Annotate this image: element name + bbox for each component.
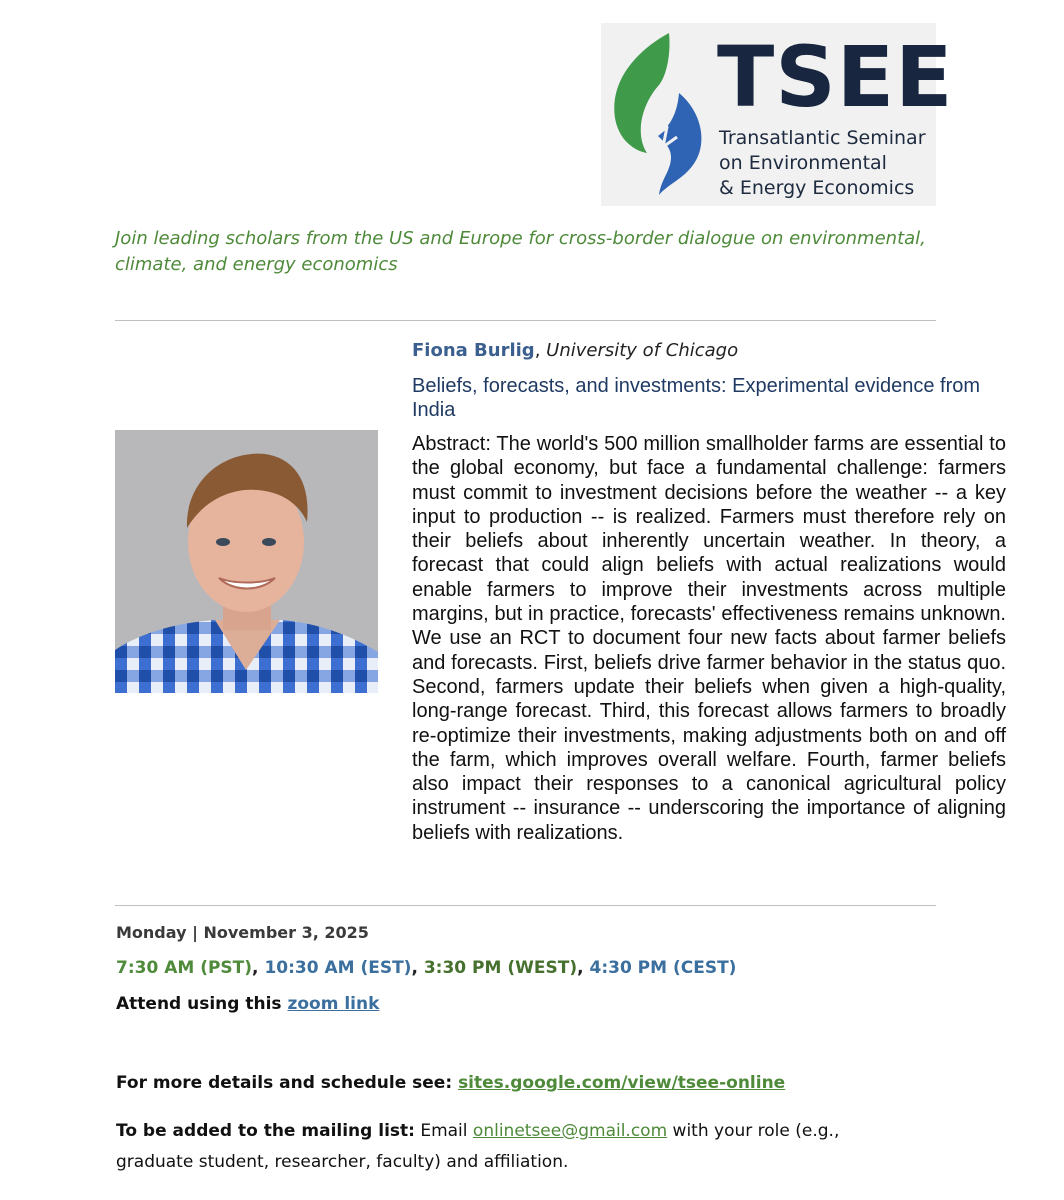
talk-title: Beliefs, forecasts, and investments: Experimental evidence from India [412,375,981,421]
attend-line [116,992,379,1016]
time-separator: , [252,958,265,978]
logo-subtitle-line-1: Transatlantic Seminar [719,127,926,149]
speaker-line [412,339,738,363]
logo-wordmark: TSEE [717,28,954,126]
mailing-text-2: with your role (e.g., graduate student, researcher, faculty) and affiliation. [116,1121,840,1172]
details-line [116,1071,785,1095]
tsee-logo [601,23,954,206]
speaker-name: Fiona Burlig [412,340,535,361]
divider-top [115,320,936,321]
speaker-affiliation: University of Chicago [546,340,739,361]
talk-abstract: Abstract: The world's 500 million smallholder farms are essential to the global economy, but face a fundamental challenge: farmers must commit to investment decisions before the weather -- a key input to production -- is realized. Farmers must therefore rely on their beliefs about inherently uncertain weather. In theory, a forecast that could align beliefs with actual realizations would enable farmers to improve their investments across multiple margins, but in practice, forecasts' effectiveness remains unknown. We use an RCT to document four new facts about farmer beliefs and forecasts. First, beliefs drive farmer behavior in the status quo. Second, farmers update their beliefs when given a high-quality, long-range forecast. Third, this forecast allows farmers to broadly re-optimize their investments, making adjustments both on and off the farm, which improves overall welfare. Fourth, farmer beliefs also impact their responses to a canonical agricultural policy instrument -- insurance -- underscoring the importance of aligning beliefs with realizations. [412,433,1006,844]
email-link[interactable]: onlinetsee@gmail.com [472,1121,668,1141]
divider-bottom [115,905,936,906]
speaker-photo [115,430,378,693]
logo-subtitle [719,126,929,201]
time-cest: 4:30 PM (CEST) [589,958,737,978]
mailing-label: To be added to the mailing list: [116,1121,415,1141]
mailing-line [116,1116,856,1178]
time-pst: 7:30 AM (PST) [116,958,253,978]
logo-subtitle-line-2: on Environmental [719,152,887,174]
attend-prefix: Attend using this [116,994,288,1014]
time-separator: , [577,958,590,978]
event-date: Monday | November 3, 2025 [116,923,369,942]
logo-subtitle-line-3: & Energy Economics [719,177,915,199]
zoom-link[interactable]: zoom link [287,994,380,1014]
time-west: 3:30 PM (WEST) [423,958,578,978]
time-est: 10:30 AM (EST) [264,958,412,978]
website-link[interactable]: sites.google.com/view/tsee-online [458,1073,786,1093]
time-separator: , [411,958,424,978]
mailing-text-1: Email [414,1121,473,1141]
event-times [116,956,736,980]
speaker-separator: , [534,340,547,361]
leaf-flame-icon [601,23,721,206]
tagline: Join leading scholars from the US and Europe for cross-border dialogue on environmental, climate, and energy economics [115,228,926,275]
details-label: For more details and schedule see: [116,1073,459,1093]
